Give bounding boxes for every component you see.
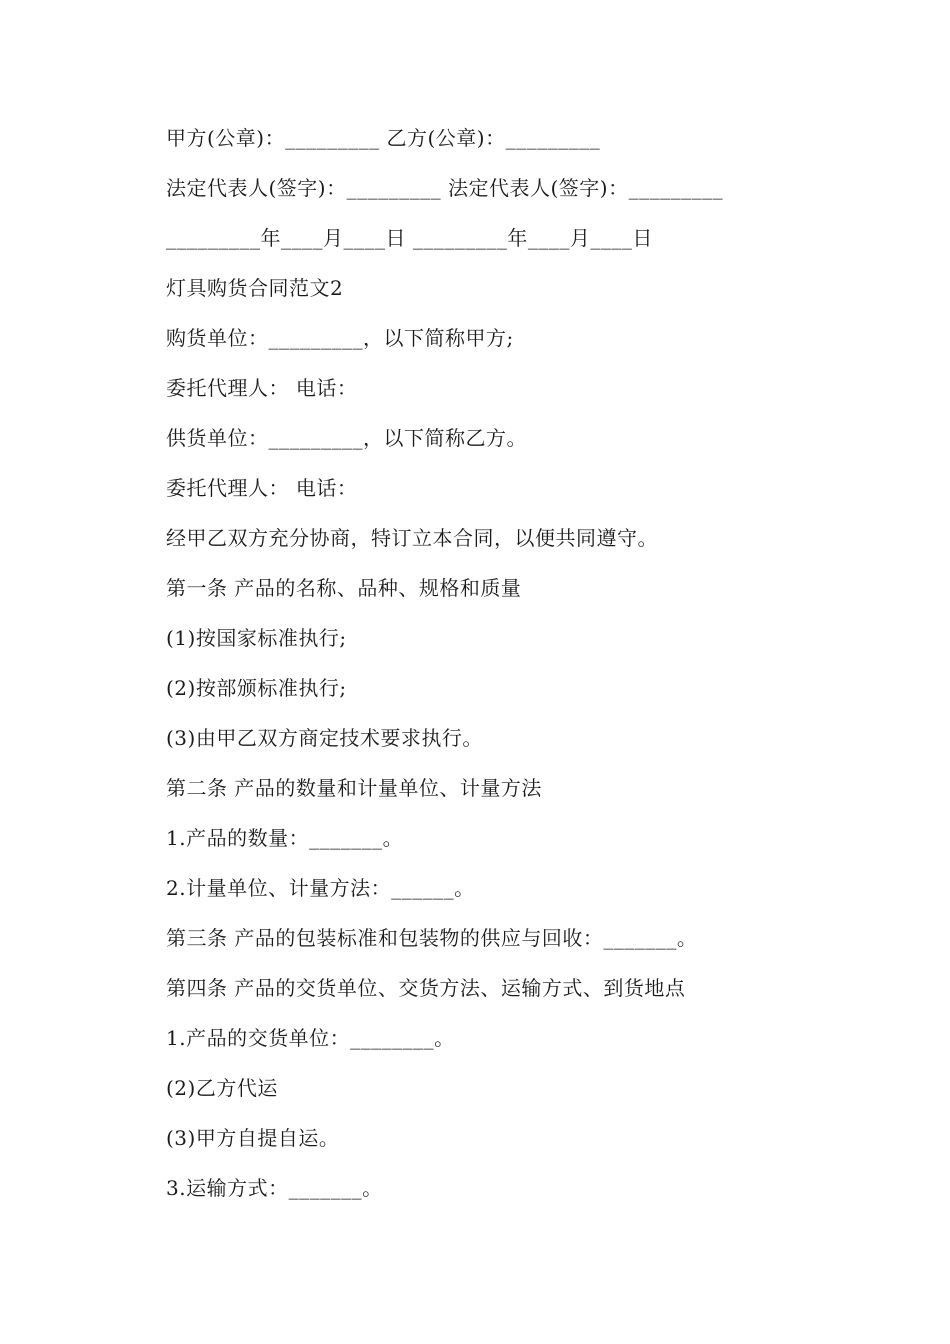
buyer-agent-line: 委托代理人： 电话： bbox=[166, 376, 358, 400]
article-2-heading: 第二条 产品的数量和计量单位、计量方法 bbox=[166, 776, 542, 800]
article-3-heading: 第三条 产品的包装标准和包装物的供应与回收：_______。 bbox=[166, 926, 698, 950]
legal-representative-line: 法定代表人(签字)：_________ 法定代表人(签字)：_________ bbox=[166, 176, 724, 200]
article-4-item-3: (3)甲方自提自运。 bbox=[166, 1126, 340, 1150]
signature-seal-line: 甲方(公章)：_________ 乙方(公章)：_________ bbox=[166, 126, 601, 150]
article-1-heading: 第一条 产品的名称、品种、规格和质量 bbox=[166, 576, 522, 600]
article-1-item-3: (3)由甲乙双方商定技术要求执行。 bbox=[166, 726, 483, 750]
article-1-item-2: (2)按部颁标准执行; bbox=[166, 676, 347, 700]
article-4-item-2: (2)乙方代运 bbox=[166, 1076, 278, 1100]
supplier-agent-line: 委托代理人： 电话： bbox=[166, 476, 358, 500]
document-title: 灯具购货合同范文2 bbox=[166, 276, 344, 300]
supplier-line: 供货单位：_________，以下简称乙方。 bbox=[166, 426, 527, 450]
article-4-item-4: 3.运输方式：_______。 bbox=[166, 1176, 383, 1200]
article-1-item-1: (1)按国家标准执行; bbox=[166, 626, 347, 650]
date-line: _________年____月____日 _________年____月____日 bbox=[166, 226, 653, 250]
article-4-item-1: 1.产品的交货单位：________。 bbox=[166, 1026, 455, 1050]
preamble-line: 经甲乙双方充分协商，特订立本合同，以便共同遵守。 bbox=[166, 526, 658, 550]
buyer-line: 购货单位：_________，以下简称甲方; bbox=[166, 326, 514, 350]
article-2-item-1: 1.产品的数量：_______。 bbox=[166, 826, 404, 850]
article-4-heading: 第四条 产品的交货单位、交货方法、运输方式、到货地点 bbox=[166, 976, 686, 1000]
article-2-item-2: 2.计量单位、计量方法：______。 bbox=[166, 876, 475, 900]
